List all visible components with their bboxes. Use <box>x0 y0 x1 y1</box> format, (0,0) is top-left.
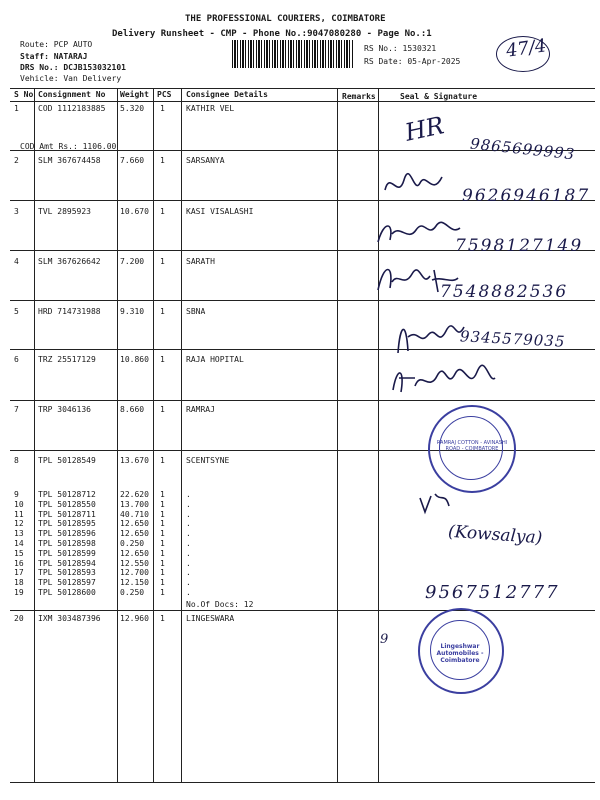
group-row-sno: 15 <box>14 548 24 558</box>
group-row-consignment: TPL 50128599 <box>38 548 96 558</box>
group-row-pcs: 1 <box>160 499 165 509</box>
col-remarks: Remarks <box>342 92 376 101</box>
group-row-sno: 12 <box>14 519 24 529</box>
rs-date: RS Date: 05-Apr-2025 <box>364 57 461 66</box>
handwritten-phone: 9626946187 <box>462 186 591 206</box>
row-sno: 8 <box>14 456 19 465</box>
row-sno: 2 <box>14 156 19 165</box>
group-row-sno: 19 <box>14 588 24 597</box>
row-consignee: SARSANYA <box>186 156 225 165</box>
row-consignee: RAJA HOPITAL <box>186 355 244 364</box>
group-row-consignee: . <box>186 588 191 597</box>
row-sno: 1 <box>14 104 19 113</box>
group-row-sno: 18 <box>14 578 24 588</box>
row-weight: 13.670 <box>120 456 149 465</box>
row-consignment: TRP 3046136 <box>38 405 91 414</box>
handwritten-page-mark: 47/4 <box>504 35 548 62</box>
group-row-weight: 12.650 <box>120 519 149 529</box>
barcode-image <box>232 40 354 68</box>
row-consignee: SBNA <box>186 307 206 316</box>
group-row-pcs: 1 <box>160 558 165 568</box>
group-row-consignment: TPL 50128597 <box>38 578 96 588</box>
row-weight: 7.200 <box>120 257 145 266</box>
group-row-consignment: TPL 50128550 <box>38 499 96 509</box>
group-row-pcs: 1 <box>160 529 165 539</box>
row-sno: 20 <box>14 614 24 623</box>
row-weight: 12.960 <box>120 614 149 623</box>
group-row-pcs: 1 <box>160 548 165 558</box>
row-pcs: 1 <box>160 614 165 623</box>
vehicle-label: Vehicle: Van Delivery <box>20 74 122 83</box>
row-consignment: IXM 303487396 <box>38 614 101 623</box>
row-pcs: 1 <box>160 405 165 414</box>
row-consignment: TRZ 25517129 <box>38 355 96 364</box>
row-pcs: 1 <box>160 456 165 465</box>
ramraj-stamp <box>428 405 516 493</box>
docs-count: No.Of Docs: 12 <box>186 600 254 609</box>
divider <box>153 88 154 783</box>
group-row-weight: 12.150 <box>120 578 149 588</box>
row-sno: 6 <box>14 355 19 364</box>
row-consignment: HRD 714731988 <box>38 307 101 316</box>
header-bottom-rule <box>10 101 595 102</box>
group-row-consignee: . <box>186 578 191 588</box>
divider <box>117 88 118 783</box>
row-weight: 10.860 <box>120 355 149 364</box>
page-mark-circle <box>496 36 550 72</box>
group-row-sno: 11 <box>14 509 24 519</box>
row-sno: 5 <box>14 307 19 316</box>
group-row-pcs: 1 <box>160 568 165 578</box>
group-row-consignment: TPL 50128596 <box>38 529 96 539</box>
cod-amount: COD Amt Rs.: 1106.00 <box>20 142 117 151</box>
handwritten-phone: 9865699993 <box>469 134 577 164</box>
row-consignment: SLM 367674458 <box>38 156 101 165</box>
col-pcs: PCS <box>157 90 172 99</box>
group-row-consignee: . <box>186 519 191 529</box>
handwritten-phone: 9567512777 <box>425 582 560 603</box>
group-row-consignee: . <box>186 568 191 578</box>
handwritten-phone: 9345579035 <box>459 327 566 351</box>
group-row-pcs: 1 <box>160 509 165 519</box>
group-row-consignee: . <box>186 529 191 539</box>
col-consignee: Consignee Details <box>186 90 268 99</box>
group-row-consignee: . <box>186 558 191 568</box>
group-row-weight: 22.620 <box>120 490 149 499</box>
col-weight: Weight <box>120 90 149 99</box>
row-sno: 7 <box>14 405 19 414</box>
header-top-rule <box>10 88 595 89</box>
row-pcs: 1 <box>160 257 165 266</box>
drs-label: DRS No.: DCJB153032101 <box>20 63 126 72</box>
row-consignment: TVL 2895923 <box>38 207 91 216</box>
group-row-consignment: TPL 50128594 <box>38 558 96 568</box>
divider <box>181 88 182 783</box>
row-weight: 8.660 <box>120 405 145 414</box>
group-row-consignee: . <box>186 548 191 558</box>
group-row-consignee: . <box>186 499 191 509</box>
row-pcs: 1 <box>160 104 165 113</box>
row-separator <box>10 610 595 611</box>
handwritten-signature <box>385 360 500 400</box>
staff-label: Staff: NATARAJ <box>20 52 88 61</box>
group-row-weight: 12.650 <box>120 548 149 558</box>
runsheet-subtitle: Delivery Runsheet - CMP - Phone No.:9047080280 - Page No.:1 <box>112 29 432 39</box>
row-weight: 5.320 <box>120 104 145 113</box>
group-row-consignee: . <box>186 509 191 519</box>
group-row-sno: 17 <box>14 568 24 578</box>
group-row-sno: 14 <box>14 539 24 548</box>
col-consignment: Consignment No <box>38 90 106 99</box>
row-consignee: KATHIR VEL <box>186 104 235 113</box>
group-row-weight: 0.250 <box>120 539 145 548</box>
group-row-pcs: 1 <box>160 588 165 597</box>
group-row-consignment: TPL 50128598 <box>38 539 96 548</box>
group-row-weight: 12.700 <box>120 568 149 578</box>
group-row-pcs: 1 <box>160 539 165 548</box>
group-row-consignment: TPL 50128593 <box>38 568 96 578</box>
row-pcs: 1 <box>160 156 165 165</box>
row-consignee: LINGESWARA <box>186 614 235 623</box>
route-label: Route: PCP AUTO <box>20 40 93 49</box>
row-consignment: SLM 367626642 <box>38 257 101 266</box>
handwritten-phone: 7548882536 <box>440 282 569 302</box>
divider <box>378 88 379 783</box>
handwritten-initials <box>415 488 455 518</box>
group-row-weight: 12.550 <box>120 558 149 568</box>
group-row-sno: 9 <box>14 490 19 499</box>
group-row-consignment: TPL 50128712 <box>38 490 96 499</box>
row-consignment: COD 1112183885 <box>38 104 106 113</box>
handwritten-signature <box>370 212 465 257</box>
ramraj-stamp-text: RAMRAJ COTTON - AVINASHI ROAD - COIMBATORE <box>436 440 508 452</box>
group-row-sno: 10 <box>14 499 24 509</box>
group-row-weight: 13.700 <box>120 499 149 509</box>
row-separator <box>10 349 595 350</box>
group-row-consignee: . <box>186 539 191 548</box>
row-pcs: 1 <box>160 355 165 364</box>
table-bottom-rule <box>10 782 595 783</box>
group-row-sno: 13 <box>14 529 24 539</box>
row-consignee: SARATH <box>186 257 215 266</box>
group-row-pcs: 1 <box>160 578 165 588</box>
divider <box>34 88 35 783</box>
row-weight: 7.660 <box>120 156 145 165</box>
group-row-weight: 40.710 <box>120 509 149 519</box>
handwritten-signature <box>380 165 450 205</box>
group-row-sno: 16 <box>14 558 24 568</box>
handwritten-phone: 7598127149 <box>455 236 584 256</box>
row-sno: 4 <box>14 257 19 266</box>
row-pcs: 1 <box>160 207 165 216</box>
row-pcs: 1 <box>160 307 165 316</box>
row-consignee: KASI VISALASHI <box>186 207 254 216</box>
group-row-consignment: TPL 50128600 <box>38 588 96 597</box>
row-weight: 10.670 <box>120 207 149 216</box>
group-row-consignee: . <box>186 490 191 499</box>
company-title: THE PROFESSIONAL COURIERS, COIMBATORE <box>185 14 386 24</box>
divider <box>337 88 338 783</box>
handwritten-name: (Kowsalya) <box>447 521 543 549</box>
group-row-consignment: TPL 50128595 <box>38 519 96 529</box>
group-row-weight: 0.250 <box>120 588 145 597</box>
group-row-pcs: 1 <box>160 519 165 529</box>
row-consignee: SCENTSYNE <box>186 456 230 465</box>
row-consignee: RAMRAJ <box>186 405 215 414</box>
lingeshwar-stamp-text: Lingeshwar Automobiles - Coimbatore <box>436 643 484 664</box>
group-row-consignment: TPL 50128711 <box>38 509 96 519</box>
row-weight: 9.310 <box>120 307 145 316</box>
handwritten-signature <box>390 315 470 360</box>
row-separator <box>10 400 595 401</box>
col-sno: S No <box>14 90 34 99</box>
row-consignment: TPL 50128549 <box>38 456 96 465</box>
lingeshwar-stamp <box>418 608 504 694</box>
rs-number: RS No.: 1530321 <box>364 44 437 53</box>
group-row-pcs: 1 <box>160 490 165 499</box>
handwritten-mark: 9 <box>380 632 389 647</box>
handwritten-signature: HR <box>402 111 447 147</box>
group-row-weight: 12.650 <box>120 529 149 539</box>
col-seal: Seal & Signature <box>400 92 478 101</box>
row-sno: 3 <box>14 207 19 216</box>
